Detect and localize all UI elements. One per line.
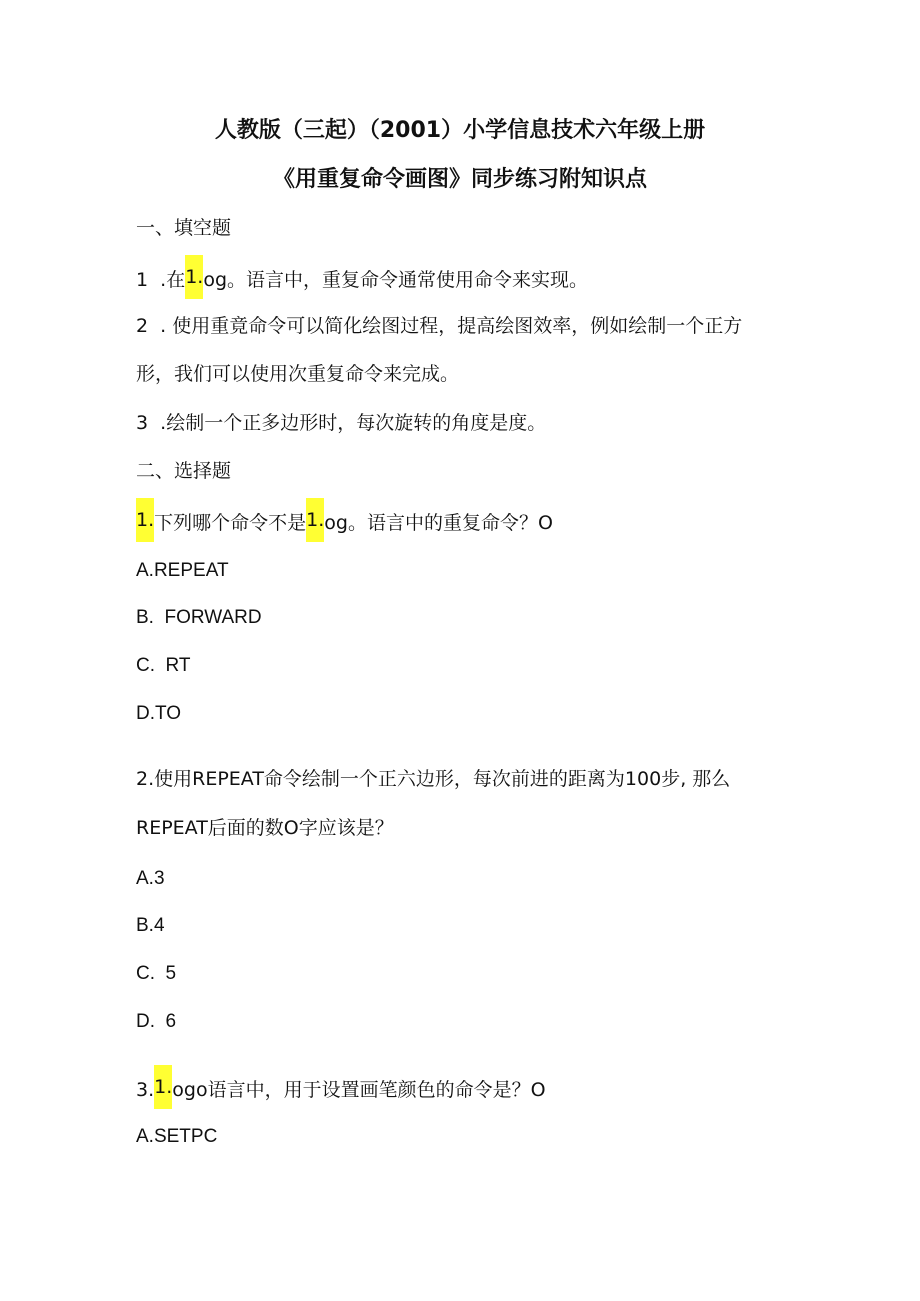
section-heading-choice: 二、选择题 (136, 460, 232, 482)
choice-question-3 (136, 1072, 546, 1109)
fill-question-2-line1: 2 . 使用重竟命令可以简化绘图过程，提高绘图效率，例如绘制一个正方 (136, 315, 743, 337)
highlight-mark: 1. (154, 1065, 172, 1109)
cq1-option-a: A.REPEAT (136, 560, 229, 581)
document-title-line2: 《用重复命令画图》同步练习附知识点 (272, 167, 647, 192)
q1-prefix: 1 .在 (136, 269, 186, 291)
cq3-option-a: A.SETPC (136, 1126, 218, 1147)
fill-question-2-line2: 形，我们可以使用次重复命令来完成。 (136, 363, 460, 385)
cq1-option-b: B. FORWARD (136, 607, 262, 628)
choice-question-2-line2: REPEAT后面的数O字应该是？ (136, 817, 394, 839)
highlight-mark: 1. (185, 255, 203, 299)
cq1-text: og。语言中的重复命令？O (324, 512, 553, 534)
choice-question-1 (136, 505, 553, 542)
highlight-mark: 1. (306, 498, 324, 542)
cq3-prefix: 3. (136, 1079, 155, 1101)
cq2-option-d: D. 6 (136, 1011, 177, 1032)
highlight-mark: 1. (136, 498, 154, 542)
cq2-option-b: B.4 (136, 915, 165, 936)
fill-question-1 (136, 262, 588, 299)
choice-question-2-line1: 2.使用REPEAT命令绘制一个正六边形，每次前进的距离为100步, 那么 (136, 768, 731, 790)
document-title-line1: 人教版（三起）（2001）小学信息技术六年级上册 (214, 118, 706, 143)
q1-text: og。语言中，重复命令通常使用命令来实现。 (203, 269, 589, 291)
cq3-text: ogo语言中，用于设置画笔颜色的命令是？O (172, 1079, 546, 1101)
section-heading-fill-in: 一、填空题 (136, 217, 232, 239)
cq1-option-c: C. RT (136, 655, 191, 676)
fill-question-3: 3 .绘制一个正多边形时，每次旋转的角度是度。 (136, 412, 547, 434)
cq1-mid: 下列哪个命令不是 (154, 512, 307, 534)
cq2-option-a: A.3 (136, 868, 165, 889)
cq2-option-c: C. 5 (136, 963, 177, 984)
cq1-option-d: D.TO (136, 703, 182, 724)
